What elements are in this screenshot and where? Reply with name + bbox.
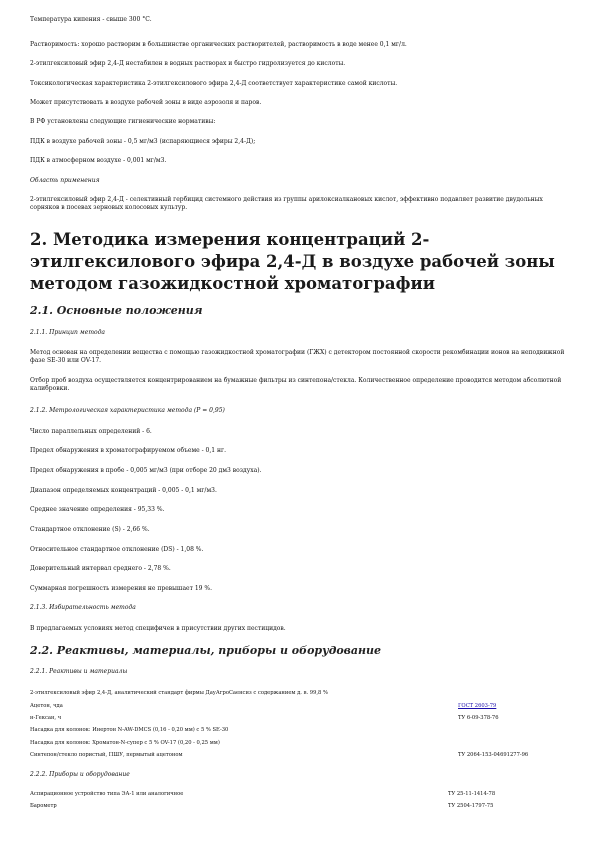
principle-text: Метод основан на определении вещества с помощью газожидкостной хроматографии (ГЖХ) с детектором постоянной скорости рекомбинации ионов на неподвижной фазе SE-30 или OV-17. [30, 349, 565, 364]
equipment-row [30, 802, 566, 810]
metrology-std: Стандартное отклонение (S) - 2,66 %. [30, 526, 150, 533]
equipment-standard: ТУ 2504-1797-75 [448, 803, 494, 809]
reagent-row [30, 702, 566, 710]
equipment-row [30, 790, 566, 798]
pdk-work-text: ПДК в воздухе рабочей зоны - 0,5 мг/м3 (испаряющиеся эфиры 2,4-Д); [30, 138, 256, 145]
subsection-2-1-3-heading: 2.1.3. Избирательность метода [30, 604, 136, 611]
section-2-heading: 2. Методика измерения концентраций 2-этилгексилового эфира 2,4-Д в воздухе рабочей зоны методом газожидкостной хроматографии [30, 230, 555, 293]
toxicology-text: Токсикологическая характеристика 2-этилгексилового эфира 2,4-Д соответствует характеристике самой кислоты. [30, 80, 398, 87]
metrology-conf: Доверительный интервал среднего - 2,78 %. [30, 565, 171, 572]
reagent-row [30, 726, 566, 734]
selectivity-text: В предлагаемых условиях метод специфичен в присутствии других пестицидов. [30, 625, 286, 632]
subsection-2-2-1-heading: 2.2.1. Реактивы и материалы [30, 668, 128, 675]
metrology-mean: Среднее значение определения - 95,33 %. [30, 506, 165, 513]
reagent-name: Насадка для колонок: Хроматон-N-супер с 5 % OV-17 (0,20 - 0,25 мм) [30, 740, 220, 746]
stability-text: 2-этилгексиловый эфир 2,4-Д нестабилен в водных растворах и быстро гидролизуется до кислоты. [30, 60, 346, 67]
subsection-2-1-2-heading: 2.1.2. Метрологическая характеристика метода (Р = 0,95) [30, 407, 225, 414]
reagent-row [30, 739, 566, 747]
metrology-total-error: Суммарная погрешность измерения не превышает 19 %. [30, 585, 212, 592]
presence-text: Может присутствовать в воздухе рабочей зоны в виде аэрозоля и паров. [30, 99, 262, 106]
scope-title: Область применения [30, 177, 100, 184]
metrology-count: Число параллельных определений - 6. [30, 428, 152, 435]
subsection-2-1-heading: 2.1. Основные положения [30, 304, 203, 317]
reagent-name: 2-этилгексиловый эфир 2,4-Д, аналитический стандарт фирмы ДауАгроСаенсиз с содержанием д. в. 99,8 % [30, 690, 328, 696]
subsection-2-2-heading: 2.2. Реактивы, материалы, приборы и оборудование [30, 644, 382, 657]
reagent-name: Насадка для колонок: Инертон N-AW-DMCS (0,16 - 0,20 мм) с 5 % SE-30 [30, 727, 229, 733]
reagent-standard-link[interactable]: ГОСТ 2603-79 [458, 703, 497, 709]
reagent-name: Синтепон/стекло пористый, ПШУ, пермытый ацетоном [30, 752, 183, 758]
reagent-name: Ацетон, чда [30, 703, 63, 709]
equipment-name: Барометр [30, 803, 57, 809]
reagent-row [30, 751, 566, 759]
pdk-atm-text: ПДК в атмосферном воздухе - 0,001 мг/м3. [30, 157, 167, 164]
metrology-limit-sample: Предел обнаружения в пробе - 0,005 мг/м3 (при отборе 20 дм3 воздуха). [30, 467, 262, 474]
reagent-standard: ТУ 2064-153-04691277-96 [458, 752, 529, 758]
equipment-name: Аспирационное устройство типа ЭА-1 или аналогичное [30, 791, 184, 797]
metrology-limit-chrom: Предел обнаружения в хроматографируемом объеме - 0,1 нг. [30, 447, 227, 454]
solubility-text: Растворимость: хорошо растворим в большинстве органических растворителей, растворимость в воде менее 0,1 мг/л. [30, 41, 407, 48]
boiling-temp-text: Температура кипения - свыше 300 °С. [30, 16, 152, 23]
subsection-2-2-2-heading: 2.2.2. Приборы и оборудование [30, 771, 130, 778]
equipment-standard: ТУ 25-11-1414-78 [448, 791, 496, 797]
reagent-name: н-Гексан, ч [30, 715, 62, 721]
reagent-row [30, 714, 566, 722]
metrology-range: Диапазон определяемых концентраций - 0,005 - 0,1 мг/м3. [30, 487, 217, 494]
subsection-2-1-1-heading: 2.1.1. Принцип метода [30, 329, 105, 336]
reagent-row [30, 689, 566, 697]
norms-intro-text: В РФ установлены следующие гигиенические нормативы: [30, 118, 216, 125]
metrology-rel-std: Относительное стандартное отклонение (DS) - 1,08 %. [30, 546, 204, 553]
reagent-standard: ТУ 6-09-378-76 [458, 715, 499, 721]
scope-text: 2-этилгексиловый эфир 2,4-Д - селективный гербицид системного действия из группы арилоксиалкановых кислот, эффективно подавляет развитие двудольных сорняков в посевах зерновых колосовых культур. [30, 196, 543, 211]
sampling-text: Отбор проб воздуха осуществляется концентрированием на бумажные фильтры из синтепона/стекла. Количественное определение проводится методом абсолютной калибровки. [30, 377, 562, 392]
